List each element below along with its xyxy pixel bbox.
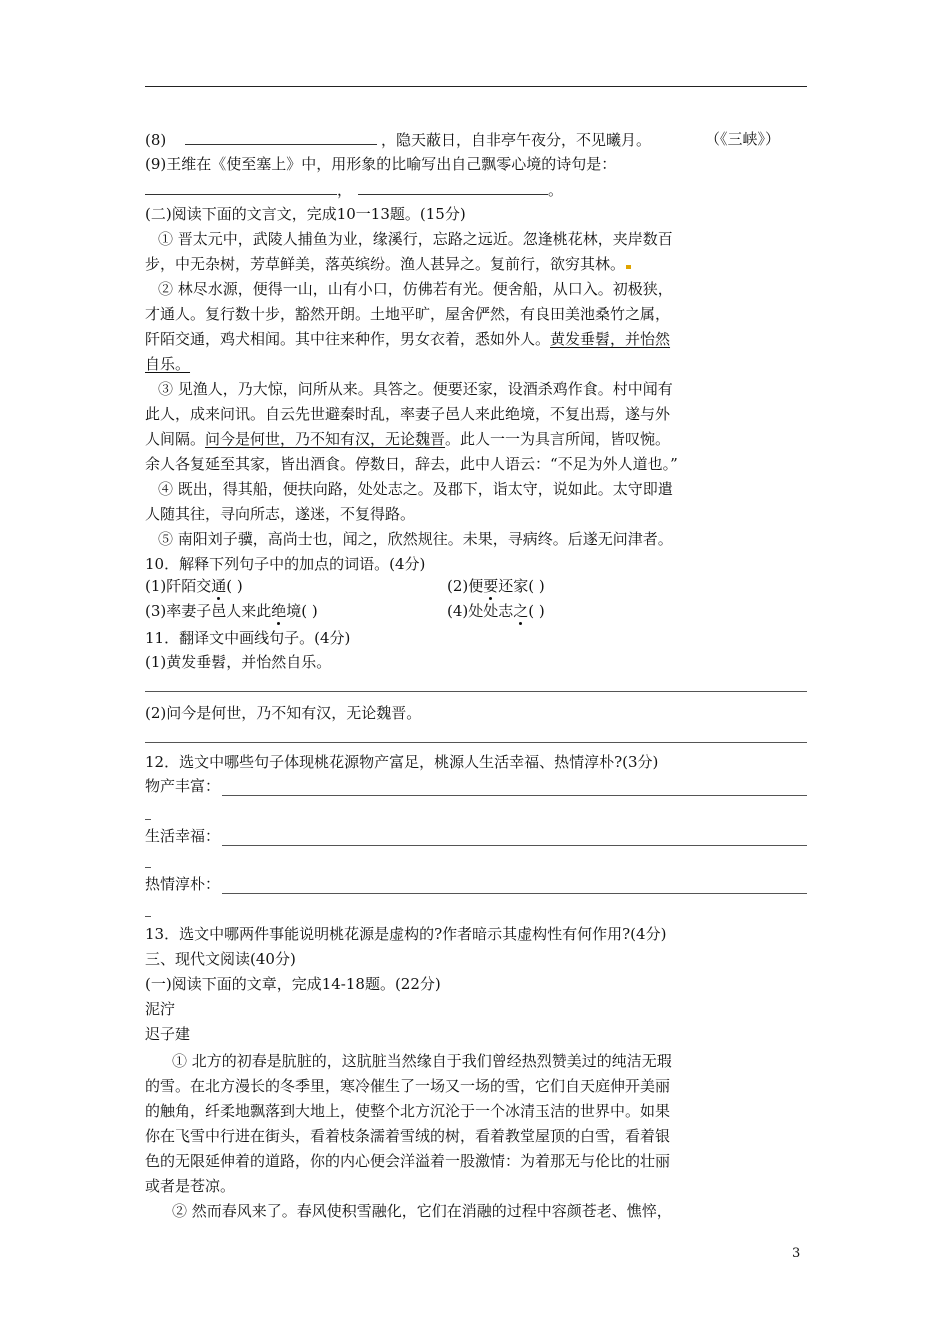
q12-label-2: 生活幸福： xyxy=(145,827,221,845)
q10-item3-answer[interactable]: 境( ) xyxy=(286,602,318,620)
section-3-header: 三、现代文阅读(40分) xyxy=(145,950,296,968)
passage-p3-line2: 此人，成来问讯。自云先世避秦时乱，率妻子邑人来此绝境，不复出焉，遂与外 xyxy=(145,405,671,423)
question-12-row-1 xyxy=(145,776,807,796)
article-p1-line5: 色的无限延伸着的道路，你的内心便会洋溢着一股激情：为着那无与伦比的壮丽 xyxy=(145,1152,671,1170)
passage-p2-line3 xyxy=(145,329,670,349)
question-9-answer-row xyxy=(145,179,563,200)
question-10-item-3 xyxy=(145,601,318,621)
q10-item4-answer[interactable]: ( ) xyxy=(528,602,545,620)
question-8 xyxy=(145,129,651,150)
passage-p2-line1: ② 林尽水源，便得一山，山有小口，仿佛若有光。便舍船，从口入。初极狭， xyxy=(158,280,673,298)
header-rule xyxy=(145,86,807,87)
q10-item1-answer[interactable]: ( ) xyxy=(226,577,243,595)
question-11-answer-line-1[interactable] xyxy=(145,691,807,692)
q10-item4-dotted: 之 xyxy=(513,602,529,620)
question-9-blank-1[interactable] xyxy=(145,179,337,195)
passage-p3-line1: ③ 见渔人，乃大惊，问所从来。具答之。便要还家，设酒杀鸡作食。村中闻有 xyxy=(158,380,673,398)
article-p1-line6: 或者是苍凉。 xyxy=(145,1177,236,1195)
article-p1-line1: ① 北方的初春是肮脏的，这肮脏当然缘自于我们曾经热烈赞美过的纯洁无瑕 xyxy=(172,1052,672,1070)
article-p1-line4: 你在飞雪中行进在街头，看着枝条濡着雪绒的树，看着教堂屋顶的白雪，看着银 xyxy=(145,1127,671,1145)
question-8-source: （《三峡》） xyxy=(705,130,781,148)
passage-p5-line1: ⑤ 南阳刘子骥，高尚士也，闻之，欣然规往。未果，寻病终。后遂无问津者。 xyxy=(158,530,673,548)
question-11-sentence-2: (2)问今是何世，乃不知有汉，无论魏晋。 xyxy=(145,704,422,722)
q10-item2-pre: (2)便 xyxy=(447,577,484,595)
section-3-subheader: (一)阅读下面的文章，完成14-18题。(22分) xyxy=(145,975,441,993)
passage-p1-line2: 步，中无杂树，芳草鲜美，落英缤纷。渔人甚异之。复前行，欲穷其林。 xyxy=(145,255,626,273)
q12-answer-line-1[interactable] xyxy=(222,780,807,796)
question-11-header: 11．翻译文中画线句子。(4分) xyxy=(145,629,351,647)
passage-p3-line4: 余人各复延至其家，皆出酒食。停数日，辞去，此中人语云：“不足为外人道也。” xyxy=(145,455,678,473)
q10-item2-answer[interactable]: 还家( ) xyxy=(498,577,545,595)
q12-tick-2 xyxy=(145,867,151,868)
q10-item3-pre: (3)率妻子邑人来此 xyxy=(145,602,272,620)
passage-p1-line1: ① 晋太元中，武陵人捕鱼为业，缘溪行，忘路之远近。忽逢桃花林，夹岸数百 xyxy=(158,230,673,248)
question-11-answer-line-2[interactable] xyxy=(145,742,807,743)
passage-p2-line3-text: 阡陌交通，鸡犬相闻。其中往来种作，男女衣着，悉如外人。 xyxy=(145,330,551,348)
passage-p1-line2-wrap xyxy=(145,254,632,274)
question-8-text: ，隐天蔽日，自非亭午夜分，不见曦月。 xyxy=(381,131,652,149)
question-9-blank-2[interactable] xyxy=(358,179,548,195)
article-title: 泥泞 xyxy=(145,1000,176,1018)
underlined-sentence-1a: 黄发垂髫，并怡然 xyxy=(550,330,671,348)
article-p1-line3: 的触角，纤柔地飘落到大地上，使整个北方沉沦于一个冰清玉洁的世界中。如果 xyxy=(145,1102,671,1120)
question-9-text: (9)王维在《使至塞上》中，用形象的比喻写出自己飘零心境的诗句是： xyxy=(145,155,617,173)
q12-answer-line-3[interactable] xyxy=(222,878,807,894)
passage-p4-line1: ④ 既出，得其船，便扶向路，处处志之。及郡下，诣太守，说如此。太守即遣 xyxy=(158,480,673,498)
q10-item3-dotted: 绝 xyxy=(271,602,287,620)
passage-p3-line3-post: 。此人一一为具言所闻，皆叹惋。 xyxy=(445,430,671,448)
question-11-sentence-1: (1)黄发垂髫，并怡然自乐。 xyxy=(145,653,332,671)
passage-p2-line2: 才通人。复行数十步，豁然开朗。土地平旷，屋舍俨然，有良田美池桑竹之属， xyxy=(145,305,671,323)
article-p2-line1: ② 然而春风来了。春风使积雪融化，它们在消融的过程中容颜苍老、憔悴， xyxy=(172,1202,672,1220)
question-12-row-3 xyxy=(145,874,807,894)
question-10-item-2 xyxy=(447,576,545,596)
underlined-sentence-1b: 自乐。 xyxy=(145,355,191,373)
article-p1-line2: 的雪。在北方漫长的冬季里，寒冷催生了一场又一场的雪，它们自天庭伸开美丽 xyxy=(145,1077,671,1095)
question-9-comma: ， xyxy=(337,181,353,199)
passage-p3-line3 xyxy=(145,429,670,449)
q10-item2-dotted: 要 xyxy=(483,577,499,595)
question-9 xyxy=(145,154,616,174)
q12-tick-1 xyxy=(145,819,151,820)
passage-p2-line4 xyxy=(145,354,190,374)
q12-tick-3 xyxy=(145,916,151,917)
question-10-item-1 xyxy=(145,576,243,596)
question-9-period: 。 xyxy=(548,181,564,199)
q10-item4-pre: (4)处处志 xyxy=(447,602,514,620)
underlined-sentence-2: 问今是何世，乃不知有汉，无论魏晋 xyxy=(205,430,446,448)
question-12-header: 12．选文中哪些句子体现桃花源物产富足，桃源人生活幸福、热情淳朴?(3分) xyxy=(145,753,659,771)
page-number: 3 xyxy=(792,1246,801,1261)
passage-p4-line2: 人随其往，寻向所志，遂迷，不复得路。 xyxy=(145,505,416,523)
article-author: 迟子建 xyxy=(145,1025,191,1043)
passage-p3-line3-pre: 人间隔。 xyxy=(145,430,206,448)
question-13-header: 13．选文中哪两件事能说明桃花源是虚构的?作者暗示其虚构性有何作用?(4分) xyxy=(145,925,667,943)
section-2-header: (二)阅读下面的文言文，完成10一13题。(15分) xyxy=(145,205,466,223)
question-8-number: (8) xyxy=(145,131,167,149)
q10-item1-pre: (1)阡陌交 xyxy=(145,577,212,595)
question-12-row-2 xyxy=(145,826,807,846)
q12-answer-line-2[interactable] xyxy=(222,830,807,846)
highlight-mark xyxy=(626,265,631,269)
question-10-header: 10．解释下列句子中的加点的词语。(4分) xyxy=(145,555,426,573)
question-10-item-4 xyxy=(447,601,545,621)
question-8-blank[interactable] xyxy=(185,129,377,145)
q10-item1-dotted: 通 xyxy=(211,577,227,595)
q12-label-1: 物产丰富： xyxy=(145,777,221,795)
q12-label-3: 热情淳朴： xyxy=(145,875,221,893)
